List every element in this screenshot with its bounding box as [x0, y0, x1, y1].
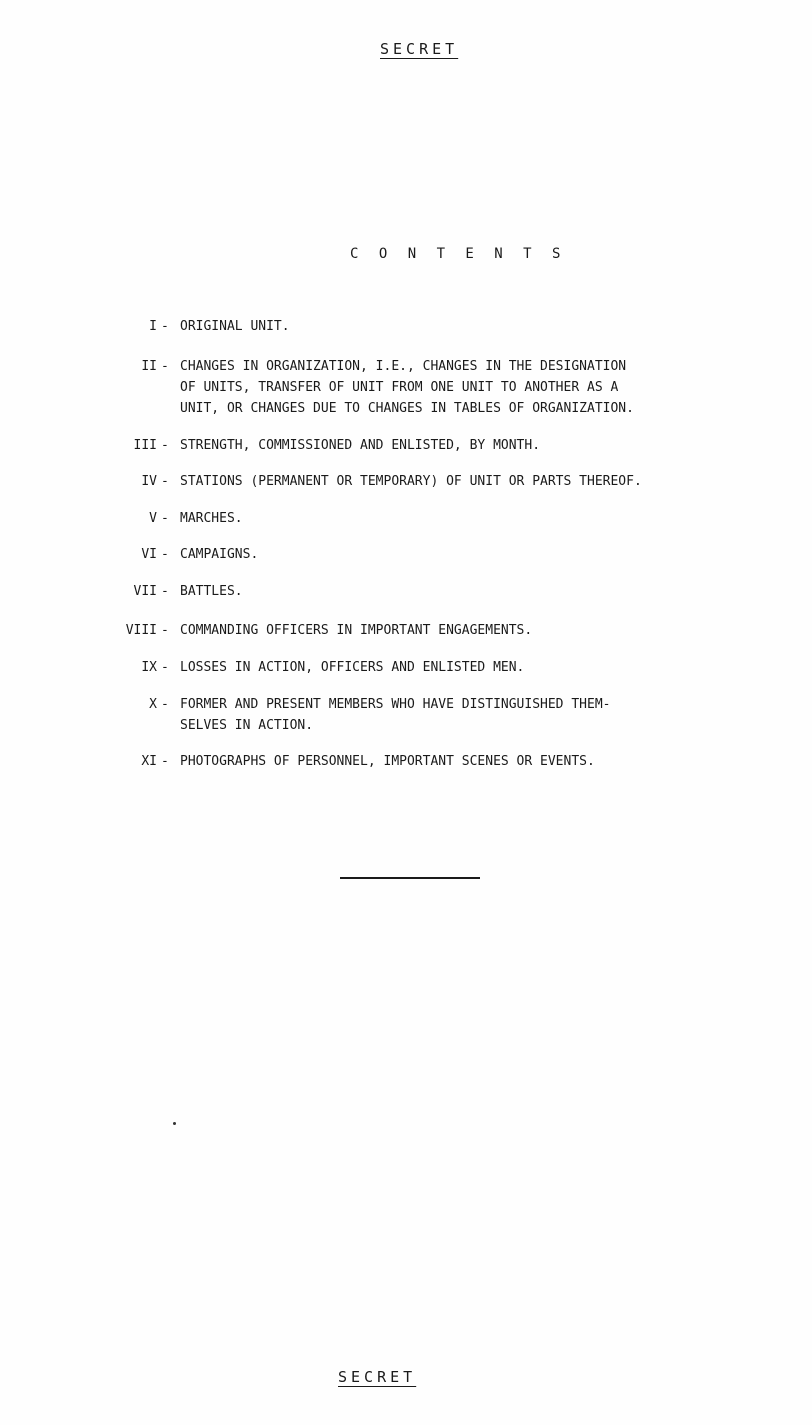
section-divider-rule: [340, 877, 480, 879]
toc-dash: -: [161, 547, 169, 562]
toc-numeral: V: [149, 511, 157, 526]
paper-speck: [173, 1122, 176, 1125]
toc-text: ORIGINAL UNIT.: [180, 319, 290, 334]
toc-numeral: VII: [133, 584, 157, 599]
toc-text: FORMER AND PRESENT MEMBERS WHO HAVE DISTINGUISHED THEM- SELVES IN ACTION.: [180, 697, 611, 733]
top-classification-marking: SECRET: [380, 40, 459, 58]
toc-dash: -: [161, 754, 169, 769]
toc-dash: -: [161, 660, 169, 675]
toc-dash: -: [161, 438, 169, 453]
toc-numeral: VIII: [125, 623, 157, 638]
toc-numeral: VI: [141, 547, 157, 562]
toc-text: MARCHES.: [180, 511, 243, 526]
toc-numeral: III: [133, 438, 157, 453]
toc-text: CAMPAIGNS.: [180, 547, 259, 562]
toc-numeral: XI: [141, 754, 157, 769]
toc-dash: -: [161, 697, 169, 712]
toc-numeral: IX: [141, 660, 157, 675]
toc-dash: -: [161, 623, 169, 638]
toc-numeral: IV: [141, 474, 157, 489]
toc-text: PHOTOGRAPHS OF PERSONNEL, IMPORTANT SCENES OR EVENTS.: [180, 754, 595, 769]
toc-dash: -: [161, 584, 169, 599]
toc-text: CHANGES IN ORGANIZATION, I.E., CHANGES IN THE DESIGNATION OF UNITS, TRANSFER OF UNIT FROM ONE UNIT TO ANOTHER AS A UNIT, OR CHANGES DUE TO CHANGES IN TABLES OF ORGANIZATION.: [180, 359, 634, 416]
toc-dash: -: [161, 511, 169, 526]
toc-numeral: II: [141, 359, 157, 374]
toc-text: LOSSES IN ACTION, OFFICERS AND ENLISTED MEN.: [180, 660, 525, 675]
toc-dash: -: [161, 319, 169, 334]
toc-dash: -: [161, 474, 169, 489]
bottom-classification-marking: SECRET: [338, 1368, 417, 1386]
toc-text: STATIONS (PERMANENT OR TEMPORARY) OF UNIT OR PARTS THEREOF.: [180, 474, 642, 489]
toc-numeral: I: [149, 319, 157, 334]
toc-numeral: X: [149, 697, 157, 712]
contents-heading: C O N T E N T S: [350, 246, 567, 262]
toc-text: STRENGTH, COMMISSIONED AND ENLISTED, BY MONTH.: [180, 438, 541, 453]
toc-text: COMMANDING OFFICERS IN IMPORTANT ENGAGEMENTS.: [180, 623, 533, 638]
toc-dash: -: [161, 359, 169, 374]
toc-text: BATTLES.: [180, 584, 243, 599]
